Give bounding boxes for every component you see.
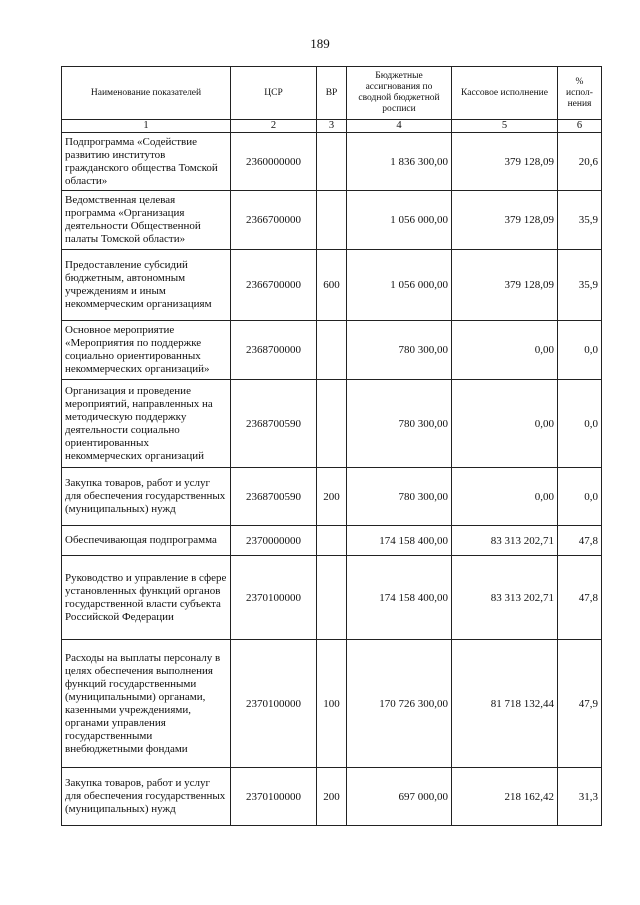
row-vr: 200 xyxy=(317,768,347,826)
row-percent: 47,8 xyxy=(558,526,602,556)
row-budget: 780 300,00 xyxy=(347,321,452,380)
row-percent: 47,8 xyxy=(558,556,602,640)
header-name: Наименование показателей xyxy=(62,67,231,120)
row-csr: 2368700590 xyxy=(231,380,317,468)
header-cash: Кассовое исполнение xyxy=(452,67,558,120)
row-name: Основное мероприятие «Мероприятия по поддержке социально ориентированных некоммерческих организаций» xyxy=(62,321,231,380)
page-number: 189 xyxy=(310,36,330,51)
row-cash: 83 313 202,71 xyxy=(452,556,558,640)
row-name: Организация и проведение мероприятий, направленных на методическую поддержку деятельности социально ориентированных некоммерческих организаций xyxy=(62,380,231,468)
column-number: 6 xyxy=(558,120,602,133)
header-budget: Бюджетные ассигнования по сводной бюджетной росписи xyxy=(347,67,452,120)
row-cash: 83 313 202,71 xyxy=(452,526,558,556)
row-percent: 20,6 xyxy=(558,133,602,191)
row-budget: 780 300,00 xyxy=(347,468,452,526)
column-number-row xyxy=(62,120,602,133)
table-row xyxy=(62,640,602,768)
row-csr: 2366700000 xyxy=(231,191,317,250)
row-cash: 0,00 xyxy=(452,321,558,380)
row-vr xyxy=(317,380,347,468)
column-number: 2 xyxy=(231,120,317,133)
row-name: Закупка товаров, работ и услуг для обеспечения государственных (муниципальных) нужд xyxy=(62,468,231,526)
table-row xyxy=(62,191,602,250)
row-name: Закупка товаров, работ и услуг для обеспечения государственных (муниципальных) нужд xyxy=(62,768,231,826)
row-budget: 170 726 300,00 xyxy=(347,640,452,768)
row-cash: 379 128,09 xyxy=(452,250,558,321)
row-cash: 0,00 xyxy=(452,468,558,526)
table-row xyxy=(62,468,602,526)
row-percent: 47,9 xyxy=(558,640,602,768)
row-vr: 100 xyxy=(317,640,347,768)
row-csr: 2360000000 xyxy=(231,133,317,191)
row-percent: 31,3 xyxy=(558,768,602,826)
row-name: Предоставление субсидий бюджетным, автономным учреждениям и иным некоммерческим организациям xyxy=(62,250,231,321)
row-csr: 2370100000 xyxy=(231,768,317,826)
row-csr: 2366700000 xyxy=(231,250,317,321)
header-vr: ВР xyxy=(317,67,347,120)
table-header-row xyxy=(62,67,602,120)
row-name: Расходы на выплаты персоналу в целях обеспечения выполнения функций государственными (муниципальными) органами, казенными учреждениями, органами управления государственными внебюджетными фондами xyxy=(62,640,231,768)
row-csr: 2368700590 xyxy=(231,468,317,526)
row-cash: 81 718 132,44 xyxy=(452,640,558,768)
row-vr: 200 xyxy=(317,468,347,526)
column-number: 3 xyxy=(317,120,347,133)
row-budget: 1 056 000,00 xyxy=(347,191,452,250)
row-cash: 379 128,09 xyxy=(452,191,558,250)
column-number: 4 xyxy=(347,120,452,133)
row-name: Руководство и управление в сфере установленных функций органов государственной власти субъекта Российской Федерации xyxy=(62,556,231,640)
row-budget: 174 158 400,00 xyxy=(347,526,452,556)
table-row xyxy=(62,380,602,468)
row-vr xyxy=(317,321,347,380)
row-budget: 697 000,00 xyxy=(347,768,452,826)
row-cash: 218 162,42 xyxy=(452,768,558,826)
row-csr: 2370000000 xyxy=(231,526,317,556)
row-name: Подпрограмма «Содействие развитию институтов гражданского общества Томской области» xyxy=(62,133,231,191)
table-row xyxy=(62,321,602,380)
column-number: 1 xyxy=(62,120,231,133)
row-csr: 2368700000 xyxy=(231,321,317,380)
row-budget: 1 056 000,00 xyxy=(347,250,452,321)
row-percent: 0,0 xyxy=(558,468,602,526)
row-vr xyxy=(317,133,347,191)
row-percent: 35,9 xyxy=(558,250,602,321)
row-budget: 174 158 400,00 xyxy=(347,556,452,640)
row-vr xyxy=(317,556,347,640)
row-budget: 780 300,00 xyxy=(347,380,452,468)
row-cash: 0,00 xyxy=(452,380,558,468)
row-percent: 0,0 xyxy=(558,380,602,468)
row-vr: 600 xyxy=(317,250,347,321)
row-cash: 379 128,09 xyxy=(452,133,558,191)
table-row xyxy=(62,556,602,640)
header-percent: % испол-нения xyxy=(558,67,602,120)
table-row xyxy=(62,768,602,826)
row-name: Обеспечивающая подпрограмма xyxy=(62,526,231,556)
table-row xyxy=(62,133,602,191)
row-name: Ведомственная целевая программа «Организация деятельности Общественной палаты Томской области» xyxy=(62,191,231,250)
table-row xyxy=(62,250,602,321)
row-budget: 1 836 300,00 xyxy=(347,133,452,191)
row-vr xyxy=(317,191,347,250)
row-csr: 2370100000 xyxy=(231,640,317,768)
row-csr: 2370100000 xyxy=(231,556,317,640)
table-row xyxy=(62,526,602,556)
column-number: 5 xyxy=(452,120,558,133)
header-csr: ЦСР xyxy=(231,67,317,120)
budget-execution-table xyxy=(61,66,602,826)
row-percent: 0,0 xyxy=(558,321,602,380)
row-vr xyxy=(317,526,347,556)
row-percent: 35,9 xyxy=(558,191,602,250)
